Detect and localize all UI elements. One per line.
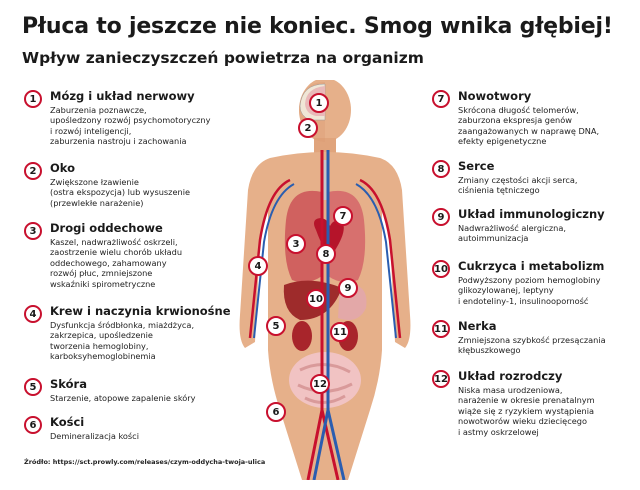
item-description: Zaburzenia poznawcze, upośledzony rozwój psychomotoryczny i rozwój inteligencji, zaburzenia nastroju i zachowania [50, 105, 211, 147]
item-description: Zmniejszona szybkość przesączania kłębuszkowego [458, 335, 606, 356]
list-item [432, 90, 599, 147]
item-description: Zmiany częstości akcji serca, ciśnienia tętniczego [458, 175, 578, 196]
number-badge: 7 [432, 90, 450, 108]
list-item [24, 305, 231, 362]
item-title: Nowotwory [458, 89, 532, 103]
list-item [432, 208, 605, 244]
source-note: Źródło: https://sct.prowly.com/releases/czym-oddycha-twoja-ulica [24, 458, 266, 466]
figure-marker-12: 12 [310, 374, 330, 394]
item-description: Starzenie, atopowe zapalenie skóry [50, 393, 196, 403]
item-title: Serce [458, 159, 495, 173]
number-badge: 11 [432, 320, 450, 338]
number-badge: 6 [24, 416, 42, 434]
list-item [432, 160, 578, 196]
figure-marker-1: 1 [309, 93, 329, 113]
list-item [24, 378, 196, 403]
item-description: Nadwrażliwość alergiczna, autoimmunizacja [458, 223, 566, 244]
list-item [24, 222, 182, 289]
number-badge: 2 [24, 162, 42, 180]
body-illustration [230, 80, 420, 480]
figure-marker-7: 7 [333, 206, 353, 226]
figure-marker-2: 2 [298, 118, 318, 138]
item-description: Skrócona długość telomerów, zaburzona ekspresja genów zaangażowanych w naprawę DNA, efekty epigenetyczne [458, 105, 600, 147]
figure-marker-4: 4 [248, 256, 268, 276]
item-title: Układ immunologiczny [458, 207, 605, 221]
number-badge: 12 [432, 370, 450, 388]
list-item [432, 320, 606, 356]
item-description: Niska masa urodzeniowa, narażenie w okresie prenatalnym wiąże się z ryzykiem wystąpienia nowotworów wieku dziecięcego i astmy oskrzelowej [458, 385, 595, 437]
figure-marker-3: 3 [286, 234, 306, 254]
item-description: Kaszel, nadwrażliwość oskrzeli, zaostrzenie wielu chorób układu oddechowego, zahamowany rozwój płuc, zmniejszone wskaźniki spirometryczne [50, 237, 183, 289]
number-badge: 8 [432, 160, 450, 178]
figure-marker-9: 9 [338, 278, 358, 298]
figure-marker-10: 10 [306, 289, 326, 309]
number-badge: 4 [24, 305, 42, 323]
page-subtitle: Wpływ zanieczyszczeń powietrza na organizm [22, 49, 424, 67]
figure-marker-6: 6 [266, 402, 286, 422]
anatomy-svg [230, 80, 420, 480]
item-title: Skóra [50, 377, 87, 391]
number-badge: 1 [24, 90, 42, 108]
list-item [432, 260, 604, 306]
item-description: Demineralizacja kości [50, 431, 139, 441]
item-title: Drogi oddechowe [50, 221, 163, 235]
item-description: Dysfunkcja śródbłonka, miażdżyca, zakrzepica, upośledzenie tworzenia hemoglobiny, karboksyhemoglobinemia [50, 320, 195, 362]
figure-marker-11: 11 [330, 322, 350, 342]
number-badge: 10 [432, 260, 450, 278]
figure-marker-5: 5 [266, 316, 286, 336]
item-title: Oko [50, 161, 76, 175]
item-description: Zwiększone łzawienie (ostra ekspozycja) lub wysuszenie (przewlekłe narażenie) [50, 177, 191, 208]
item-title: Mózg i układ nerwowy [50, 89, 195, 103]
item-description: Podwyższony poziom hemoglobiny glikozylowanej, leptyny i endoteliny-1, insulinooporność [458, 275, 601, 306]
list-item [24, 90, 210, 147]
list-item [24, 162, 190, 208]
number-badge: 5 [24, 378, 42, 396]
list-item [24, 416, 139, 441]
number-badge: 3 [24, 222, 42, 240]
item-title: Nerka [458, 319, 497, 333]
item-title: Krew i naczynia krwionośne [50, 304, 231, 318]
page-title: Płuca to jeszcze nie koniec. Smog wnika głębiej! [22, 14, 613, 39]
item-title: Kości [50, 415, 85, 429]
figure-marker-8: 8 [316, 244, 336, 264]
item-title: Układ rozrodczy [458, 369, 563, 383]
number-badge: 9 [432, 208, 450, 226]
list-item [432, 370, 595, 437]
item-title: Cukrzyca i metabolizm [458, 259, 605, 273]
